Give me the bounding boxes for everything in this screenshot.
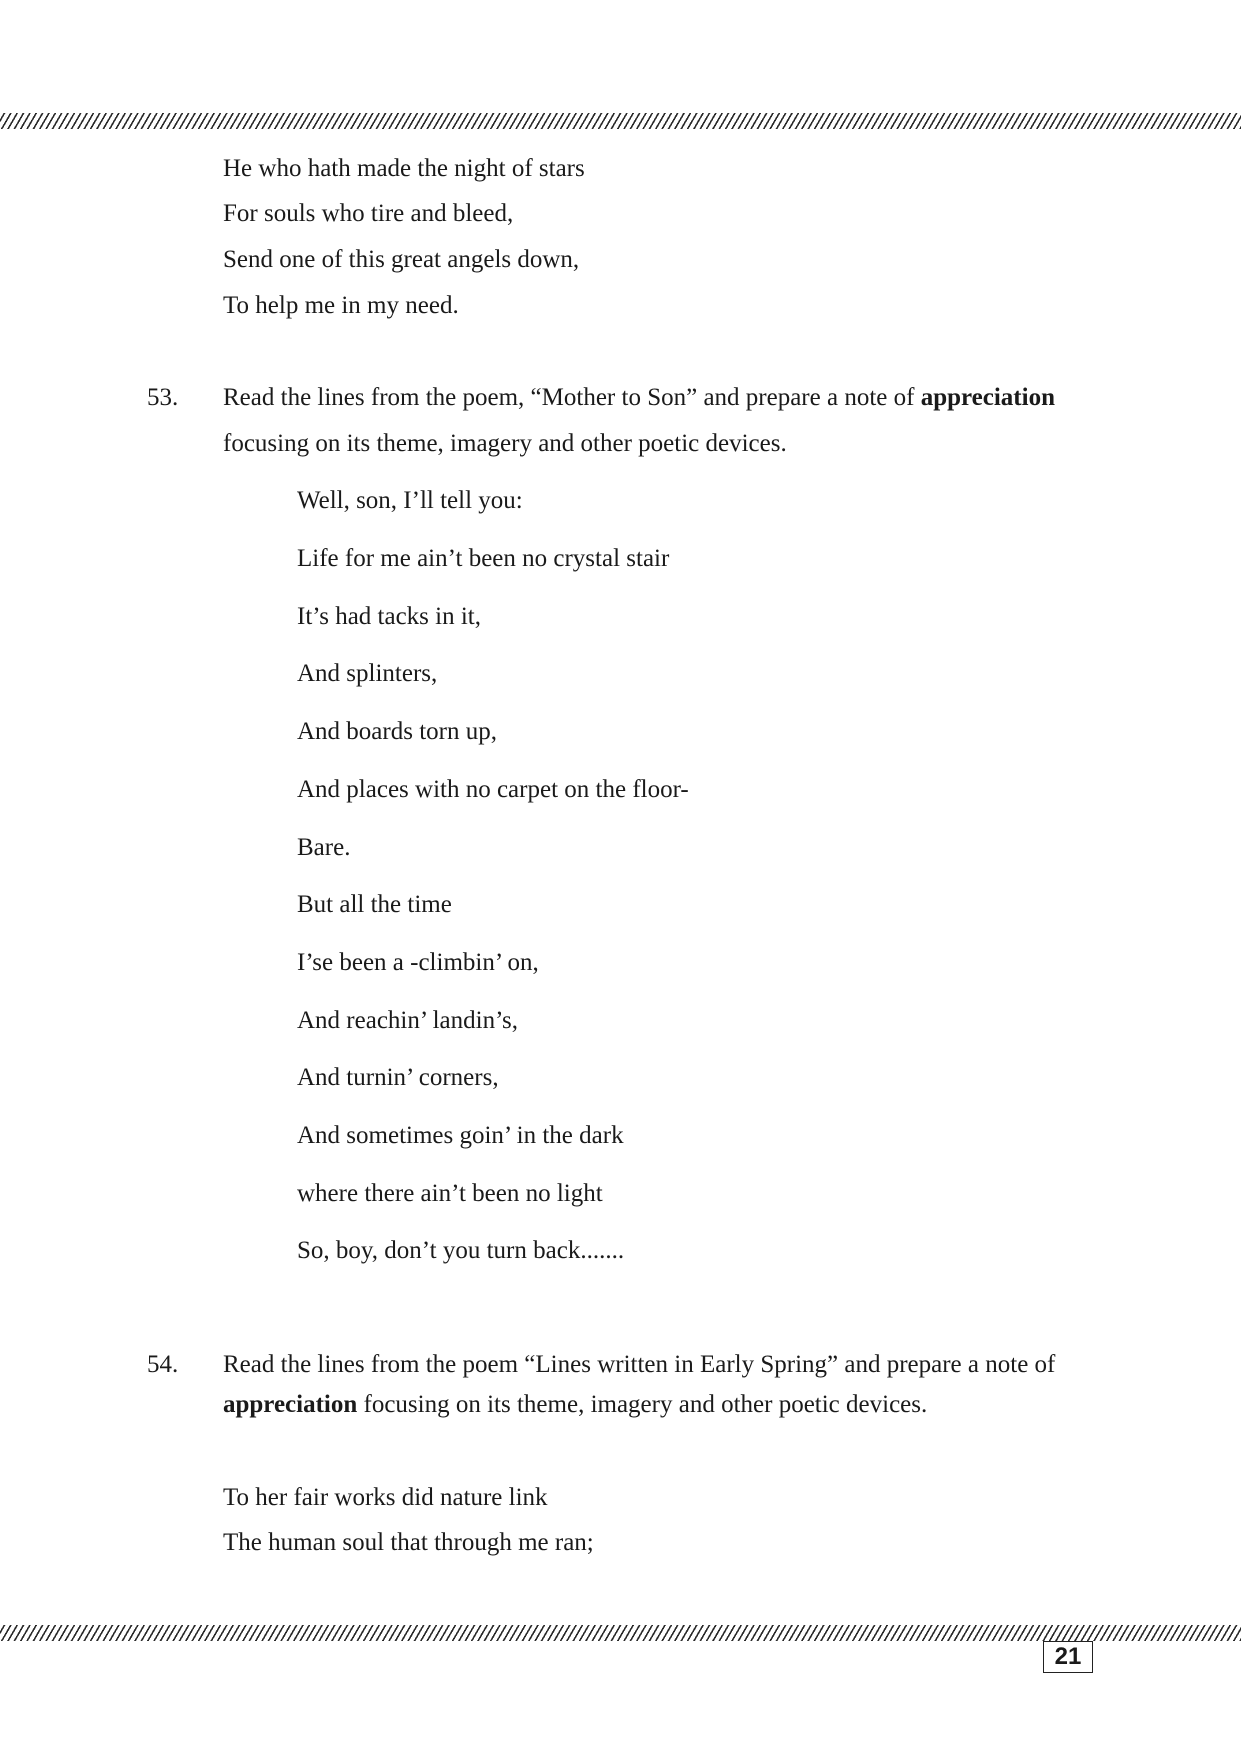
- question-number: 54.: [147, 1351, 179, 1378]
- poem-line: I’se been a -climbin’ on,: [297, 949, 539, 976]
- bottom-hatch-border: [0, 1625, 1241, 1641]
- question-53-text: Read the lines from the poem, “Mother to Son” and prepare a note of appreciation: [223, 384, 1055, 411]
- question-54-text-cont: appreciation focusing on its theme, imagery and other poetic devices.: [223, 1391, 928, 1418]
- poem-line: The human soul that through me ran;: [223, 1529, 594, 1556]
- question-53-text-cont: focusing on its theme, imagery and other poetic devices.: [223, 430, 787, 457]
- poem-line: To her fair works did nature link: [223, 1484, 548, 1511]
- bold-keyword: appreciation: [920, 384, 1055, 411]
- poem-line: Well, son, I’ll tell you:: [297, 487, 523, 514]
- poem-line: And turnin’ corners,: [297, 1064, 499, 1091]
- poem-line: But all the time: [297, 891, 452, 918]
- poem-line: And boards torn up,: [297, 718, 497, 745]
- poem-line: where there ain’t been no light: [297, 1180, 603, 1207]
- poem-line: And sometimes goin’ in the dark: [297, 1122, 624, 1149]
- poem-line: It’s had tacks in it,: [297, 603, 481, 630]
- stanza-line: He who hath made the night of stars: [223, 155, 585, 182]
- question-number: 53.: [147, 384, 179, 411]
- poem-line: So, boy, don’t you turn back.......: [297, 1237, 625, 1264]
- poem-line: And reachin’ landin’s,: [297, 1007, 518, 1034]
- bold-keyword: appreciation: [223, 1391, 358, 1418]
- poem-line: Bare.: [297, 834, 351, 861]
- poem-line: And splinters,: [297, 660, 438, 687]
- stanza-line: To help me in my need.: [223, 292, 459, 319]
- top-hatch-border: [0, 113, 1241, 129]
- stanza-line: For souls who tire and bleed,: [223, 200, 514, 227]
- poem-line: And places with no carpet on the floor-: [297, 776, 689, 803]
- stanza-line: Send one of this great angels down,: [223, 246, 580, 273]
- page-number: 21: [1043, 1641, 1093, 1673]
- poem-line: Life for me ain’t been no crystal stair: [297, 545, 670, 572]
- question-54-text: Read the lines from the poem “Lines written in Early Spring” and prepare a note of: [223, 1351, 1056, 1378]
